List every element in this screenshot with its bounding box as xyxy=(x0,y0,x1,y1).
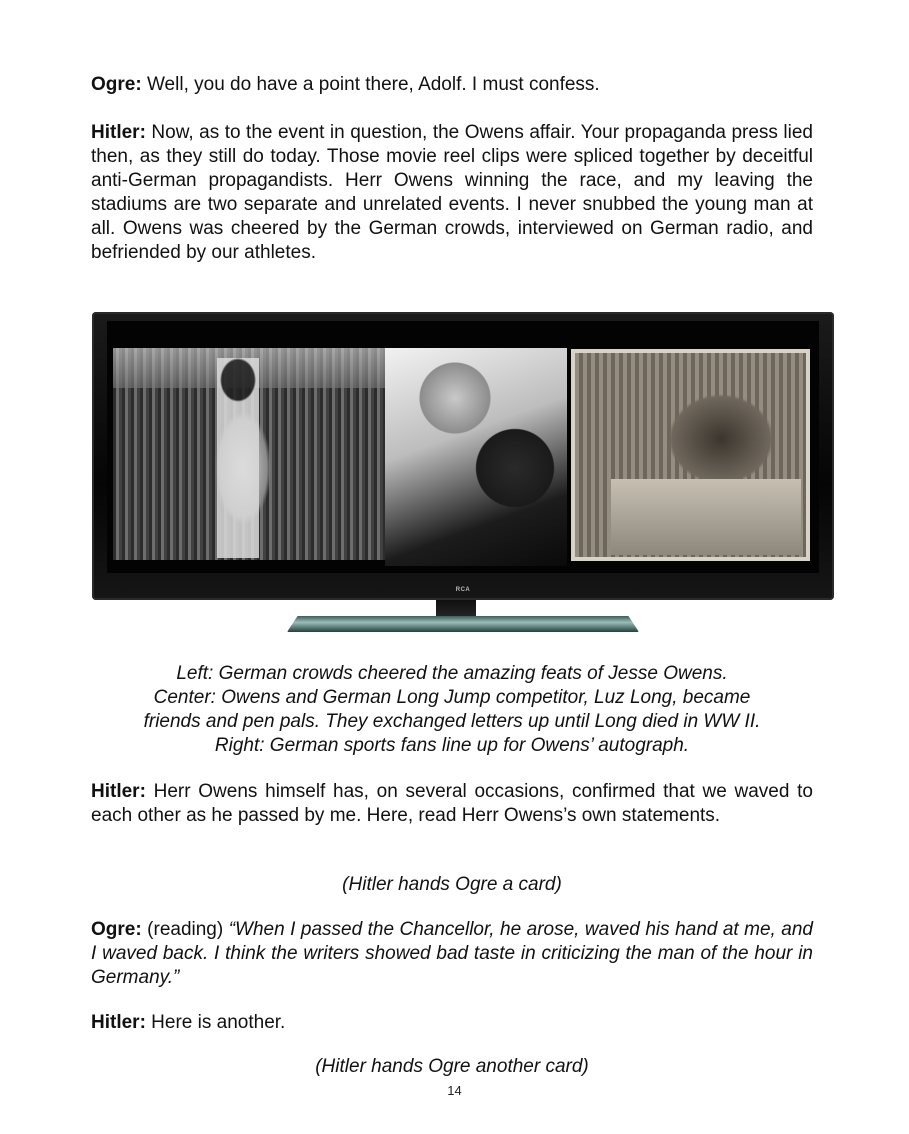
dialogue-ogre-2 xyxy=(91,918,813,990)
dialogue-hitler-2 xyxy=(91,780,813,828)
owens-quote: “When I passed the Chancellor, he arose, waved his hand at me, and I waved back. I think the writers showed bad taste in criticizing the man of the hour in Germany.” xyxy=(91,919,813,988)
dialogue-text: Now, as to the event in question, the Owens affair. Your propaganda press lied then, as they still do today. Those movie reel clips were spliced together by deceitful anti-German propagandists. Herr Owens winning the race, and my leaving the stadiums are two separate and unrelated events. I never snubbed the young man at all. Owens was cheered by the German crowds, interviewed on German radio, and befriended by our athletes. xyxy=(91,122,813,263)
dialogue-ogre-1 xyxy=(91,73,813,97)
caption-line: Left: German crowds cheered the amazing feats of Jesse Owens. xyxy=(176,663,728,684)
speaker-label: Hitler: xyxy=(91,122,146,143)
speaker-label: Hitler: xyxy=(91,1012,146,1033)
speaker-label: Ogre: xyxy=(91,74,142,95)
page-number: 14 xyxy=(447,1083,462,1098)
reading-direction: (reading) xyxy=(141,919,229,940)
photo-caption xyxy=(91,662,813,758)
dialogue-text: Well, you do have a point there, Adolf. I must confess. xyxy=(141,74,600,95)
stage-direction-1: (Hitler hands Ogre a card) xyxy=(342,874,562,895)
speaker-label: Hitler: xyxy=(91,781,146,802)
dialogue-hitler-1 xyxy=(91,121,813,265)
tv-stand-base xyxy=(287,616,639,632)
dialogue-text: Herr Owens himself has, on several occasions, confirmed that we waved to each other as he passed by me. Here, read Herr Owens’s own statements. xyxy=(91,781,813,826)
caption-line: Center: Owens and German Long Jump competitor, Luz Long, became xyxy=(153,687,751,708)
speaker-label: Ogre: xyxy=(91,919,142,940)
photo-autograph-fans xyxy=(571,349,810,561)
photo-owens-and-long xyxy=(385,348,567,566)
tv-frame xyxy=(92,312,834,600)
tv-brand-logo: RCA xyxy=(455,587,471,593)
dialogue-hitler-3 xyxy=(91,1011,813,1035)
caption-line: friends and pen pals. They exchanged letters up until Long died in WW II. xyxy=(143,711,761,732)
caption-line: Right: German sports fans line up for Owens’ autograph. xyxy=(214,735,690,756)
dialogue-text: Here is another. xyxy=(145,1012,286,1033)
tv-stand-neck xyxy=(436,598,476,618)
photo-owens-running xyxy=(113,348,385,560)
stage-direction-2: (Hitler hands Ogre another card) xyxy=(315,1056,589,1077)
